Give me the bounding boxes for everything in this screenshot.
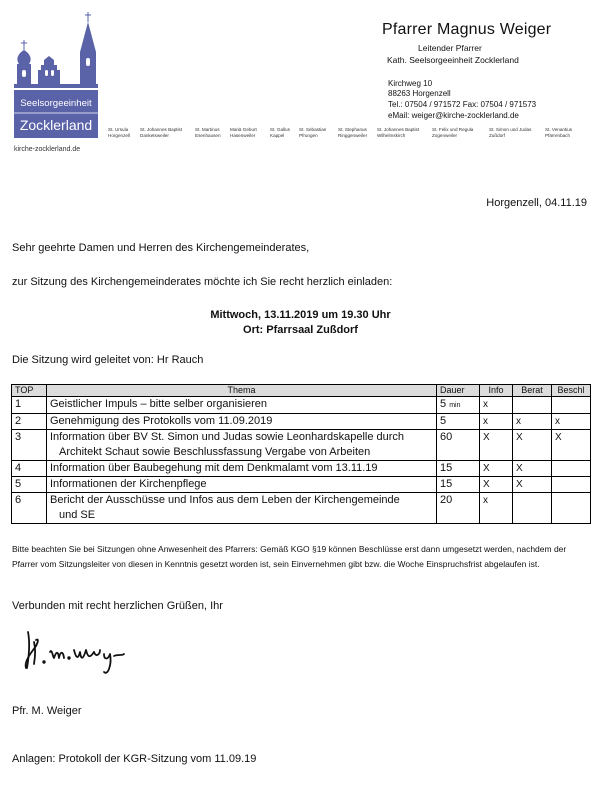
column-header: Dauer — [437, 385, 480, 397]
column-header: Info — [480, 385, 513, 397]
sender-street: Kirchweg 10 — [388, 79, 433, 88]
logo-text-line2: Zocklerland — [19, 117, 93, 133]
parish-item: St. Venantius Pfärrenbach — [545, 127, 573, 138]
meeting-chair: Die Sitzung wird geleitet von: Hr Rauch — [12, 354, 204, 366]
parish-list — [108, 127, 598, 143]
berat-mark: X — [513, 477, 552, 493]
table-row — [12, 397, 591, 414]
topic-cell: Information über Baubegehung mit dem Denkmalamt vom 13.11.19 — [47, 461, 437, 477]
info-mark: x — [480, 397, 513, 414]
topic-cell: Bericht der Ausschüsse und Infos aus dem Leben der Kirchengemeinde und SE — [47, 493, 437, 524]
sender-organization: Kath. Seelsorgeeinheit Zocklerland — [387, 55, 519, 65]
berat-mark: X — [513, 461, 552, 477]
table-row — [12, 493, 591, 524]
parish-item: St. Martinus Esenhausen — [195, 127, 221, 138]
legal-notice: Bitte beachten Sie bei Sitzungen ohne Anwesenheit des Pfarrers: Gemäß KGO §19 können Beschlüsse erst dann umgesetzt werden, nachdem der Pfarrer vom Sitzungsleiter von diesen in Kenntnis gesetzt worden ist, sein Einvernehmen gibt bzw. die Woche Einspruchsfrist abgelaufen ist. — [12, 544, 567, 569]
beschl-mark: x — [552, 414, 591, 430]
column-header: Thema — [47, 385, 437, 397]
salutation: Sehr geehrte Damen und Herren des Kirchengemeinderates, — [12, 242, 310, 254]
info-mark: X — [480, 461, 513, 477]
column-header: Berat — [513, 385, 552, 397]
website-link[interactable]: kirche-zocklerland.de — [14, 146, 81, 153]
column-header: Beschl — [552, 385, 591, 397]
table-row — [12, 414, 591, 430]
topic-cell: Informationen der Kirchenpflege — [47, 477, 437, 493]
logo-text-line1: Seelsorgeeinheit — [20, 98, 92, 109]
berat-mark: X — [513, 430, 552, 461]
top-number: 2 — [12, 414, 47, 430]
top-number: 3 — [12, 430, 47, 461]
berat-mark: x — [513, 414, 552, 430]
topic-cell: Genehmigung des Protokolls vom 11.09.2019 — [47, 414, 437, 430]
meeting-details — [0, 308, 601, 338]
beschl-mark — [552, 397, 591, 414]
parish-item: St. Johannes Baptist Wilhelmskirch — [377, 127, 420, 138]
agenda-table — [11, 384, 591, 524]
duration-cell: 15 — [437, 461, 480, 477]
beschl-mark: X — [552, 430, 591, 461]
parish-item: St. Johannes Baptist Danketsweiler — [140, 127, 183, 138]
meeting-date: Mittwoch, 13.11.2019 um 19.30 Uhr — [210, 309, 391, 321]
parish-item: St. Simon und Judas Zußdorf — [489, 127, 532, 138]
invitation-text: zur Sitzung des Kirchengemeinderates möchte ich Sie recht herzlich einladen: — [12, 276, 393, 288]
topic-cell: Geistlicher Impuls – bitte selber organisieren — [47, 397, 437, 414]
berat-mark — [513, 493, 552, 524]
column-header: TOP — [12, 385, 47, 397]
meeting-place: Ort: Pfarrsaal Zußdorf — [243, 324, 358, 336]
table-row — [12, 461, 591, 477]
handwritten-signature-icon — [22, 628, 142, 676]
parish-item: St. Ursula Horgenzell — [108, 127, 130, 138]
sender-email[interactable]: eMail: weiger@kirche-zocklerland.de — [388, 111, 519, 120]
top-number: 4 — [12, 461, 47, 477]
info-mark: x — [480, 493, 513, 524]
table-row — [12, 477, 591, 493]
info-mark: X — [480, 477, 513, 493]
duration-unit: min — [449, 402, 461, 409]
topic-cell: Information über BV St. Simon und Judas sowie Leonhardskapelle durch Architekt Schaut sowie Beschlussfassung Vergabe von Arbeiten — [47, 430, 437, 461]
duration-cell: 60 — [437, 430, 480, 461]
church-towers-icon — [14, 12, 98, 88]
table-header-row — [12, 385, 591, 397]
beschl-mark — [552, 461, 591, 477]
parish-item: St. Sebastian Pfrungen — [299, 127, 327, 138]
top-number: 6 — [12, 493, 47, 524]
parish-item: St. Felix und Regula Zogenweiler — [432, 127, 474, 138]
parish-logo — [12, 10, 100, 138]
duration-cell: 5 — [437, 414, 480, 430]
parish-item: St. Gallus Kappel — [270, 127, 290, 138]
table-row — [12, 430, 591, 461]
closing-text: Verbunden mit recht herzlichen Grüßen, Ihr — [12, 600, 223, 612]
info-mark: X — [480, 430, 513, 461]
sender-city: 88263 Horgenzell — [388, 89, 451, 98]
duration-cell: 5 min — [437, 397, 480, 414]
top-number: 5 — [12, 477, 47, 493]
top-number: 1 — [12, 397, 47, 414]
parish-item: St. Stephanus Ringgenweiler — [338, 127, 368, 138]
info-mark: x — [480, 414, 513, 430]
parish-item: Mariä Geburt Hasenweiler — [230, 127, 257, 138]
sender-name: Pfarrer Magnus Weiger — [382, 21, 552, 38]
letter-date: Horgenzell, 04.11.19 — [486, 197, 587, 209]
berat-mark — [513, 397, 552, 414]
duration-cell: 15 — [437, 477, 480, 493]
sender-role: Leitender Pfarrer — [418, 43, 482, 53]
beschl-mark — [552, 493, 591, 524]
beschl-mark — [552, 477, 591, 493]
attachments-note: Anlagen: Protokoll der KGR-Sitzung vom 11.09.19 — [12, 753, 257, 765]
duration-cell: 20 — [437, 493, 480, 524]
sender-phone: Tel.: 07504 / 971572 Fax: 07504 / 971573 — [388, 100, 537, 109]
signer-name: Pfr. M. Weiger — [12, 705, 82, 717]
